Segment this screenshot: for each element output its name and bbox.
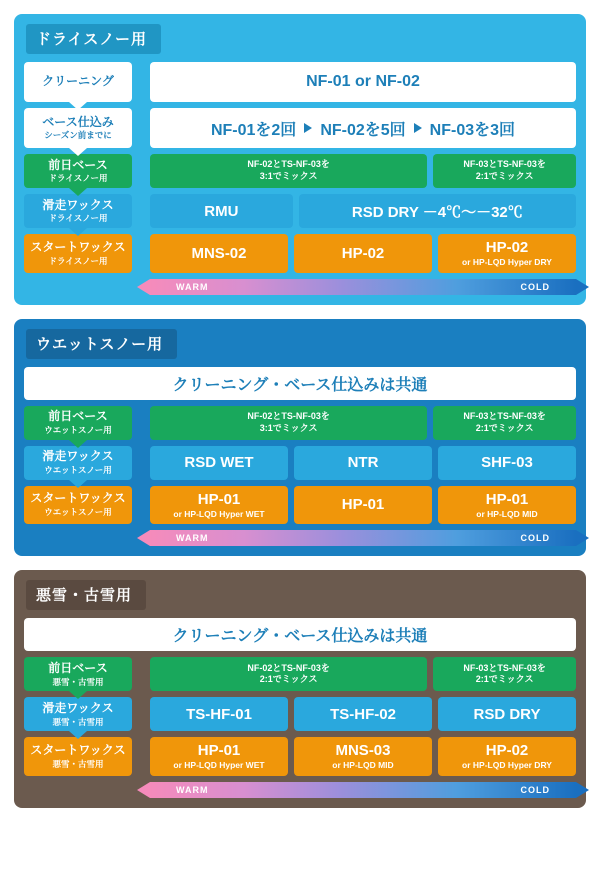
panel-old-snow [14,570,586,808]
cell-old-prev-mix-2: NF-03とTS-NF-03を 2:1でミックス [433,657,576,691]
row-old-glide-wax [24,697,576,731]
cell-old-start-1: HP-01 or HP-LQD Hyper WET [150,737,288,776]
cell-wet-start-1: HP-01 or HP-LQD Hyper WET [150,486,288,525]
label-wet-start-wax: スタートワックス ウエットスノー用 [24,486,132,525]
label-wet-glide-wax: 滑走ワックス ウエットスノー用 [24,446,132,480]
arrow-down-icon [69,731,87,739]
temp-warm-label: WARM [176,784,209,795]
cell-wet-start-3: HP-01 or HP-LQD MID [438,486,576,525]
cell-old-start-3: HP-02 or HP-LQD Hyper DRY [438,737,576,776]
temp-cold-label: COLD [520,784,550,795]
cell-old-glide-1: TS-HF-01 [150,697,288,731]
temperature-scale-dry [24,279,576,295]
cell-wet-glide-2: NTR [294,446,432,480]
cell-wet-glide-3: SHF-03 [438,446,576,480]
banner-wet-common: クリーニング・ベース仕込みは共通 [24,367,576,400]
cell-old-start-2: MNS-03 or HP-LQD MID [294,737,432,776]
row-old-prev-day-base [24,657,576,691]
label-dry-cleaning: クリーニング [24,62,132,102]
panel-title-wet: ウエットスノー用 [26,329,177,359]
cell-dry-prev-mix-2: NF-03とTS-NF-03を 2:1でミックス [433,154,576,188]
panel-title-old: 悪雪・古雪用 [26,580,146,610]
cell-dry-start-3: HP-02 or HP-LQD Hyper DRY [438,234,576,273]
row-old-start-wax [24,737,576,776]
temp-cold-label: COLD [520,281,550,292]
label-wet-prev-day-base: 前日ベース ウエットスノー用 [24,406,132,440]
temp-warm-label: WARM [176,281,209,292]
panel-dry-snow [14,14,586,305]
row-wet-common-banner [24,367,576,400]
temperature-scale-old [24,782,576,798]
temperature-scale-wet [24,530,576,546]
cell-old-glide-2: TS-HF-02 [294,697,432,731]
cell-dry-start-1: MNS-02 [150,234,288,273]
panel-wet-snow [14,319,586,557]
cell-dry-glide-1: RMU [150,194,293,228]
step-arrow-icon [414,123,422,133]
banner-old-common: クリーニング・ベース仕込みは共通 [24,618,576,651]
row-wet-glide-wax [24,446,576,480]
arrow-down-icon [69,480,87,488]
cell-wet-prev-mix-2: NF-03とTS-NF-03を 2:1でミックス [433,406,576,440]
panel-title-dry: ドライスノー用 [26,24,161,54]
label-dry-start-wax: スタートワックス ドライスノー用 [24,234,132,273]
arrow-down-icon [69,148,87,156]
label-dry-base-prep: ベース仕込み シーズン前までに [24,108,132,148]
cell-dry-prev-mix-1: NF-02とTS-NF-03を 3:1でミックス [150,154,427,188]
cell-dry-base-steps: NF-01を2回 NF-02を5回 NF-03を3回 [150,108,576,148]
arrow-down-icon [69,102,87,110]
step-arrow-icon [304,123,312,133]
cell-old-glide-3: RSD DRY [438,697,576,731]
temp-warm-label: WARM [176,533,209,544]
cell-dry-cleaning-wax: NF-01 or NF-02 [150,62,576,102]
row-dry-glide-wax [24,194,576,228]
label-dry-glide-wax: 滑走ワックス ドライスノー用 [24,194,132,228]
arrow-down-icon [69,691,87,699]
cell-dry-start-2: HP-02 [294,234,432,273]
arrow-down-icon [69,228,87,236]
label-dry-prev-day-base: 前日ベース ドライスノー用 [24,154,132,188]
temp-cold-label: COLD [520,533,550,544]
label-old-glide-wax: 滑走ワックス 悪雪・古雪用 [24,697,132,731]
row-dry-start-wax [24,234,576,273]
cell-old-prev-mix-1: NF-02とTS-NF-03を 2:1でミックス [150,657,427,691]
cell-wet-prev-mix-1: NF-02とTS-NF-03を 3:1でミックス [150,406,427,440]
row-dry-prev-day-base [24,154,576,188]
row-wet-prev-day-base [24,406,576,440]
row-wet-start-wax [24,486,576,525]
label-old-start-wax: スタートワックス 悪雪・古雪用 [24,737,132,776]
arrow-down-icon [69,188,87,196]
row-dry-cleaning [24,62,576,102]
label-old-prev-day-base: 前日ベース 悪雪・古雪用 [24,657,132,691]
cell-dry-glide-2: RSD DRY －4℃～－32℃ [299,194,576,228]
row-dry-base-prep [24,108,576,148]
row-old-common-banner [24,618,576,651]
cell-wet-start-2: HP-01 [294,486,432,525]
cell-wet-glide-1: RSD WET [150,446,288,480]
arrow-down-icon [69,440,87,448]
